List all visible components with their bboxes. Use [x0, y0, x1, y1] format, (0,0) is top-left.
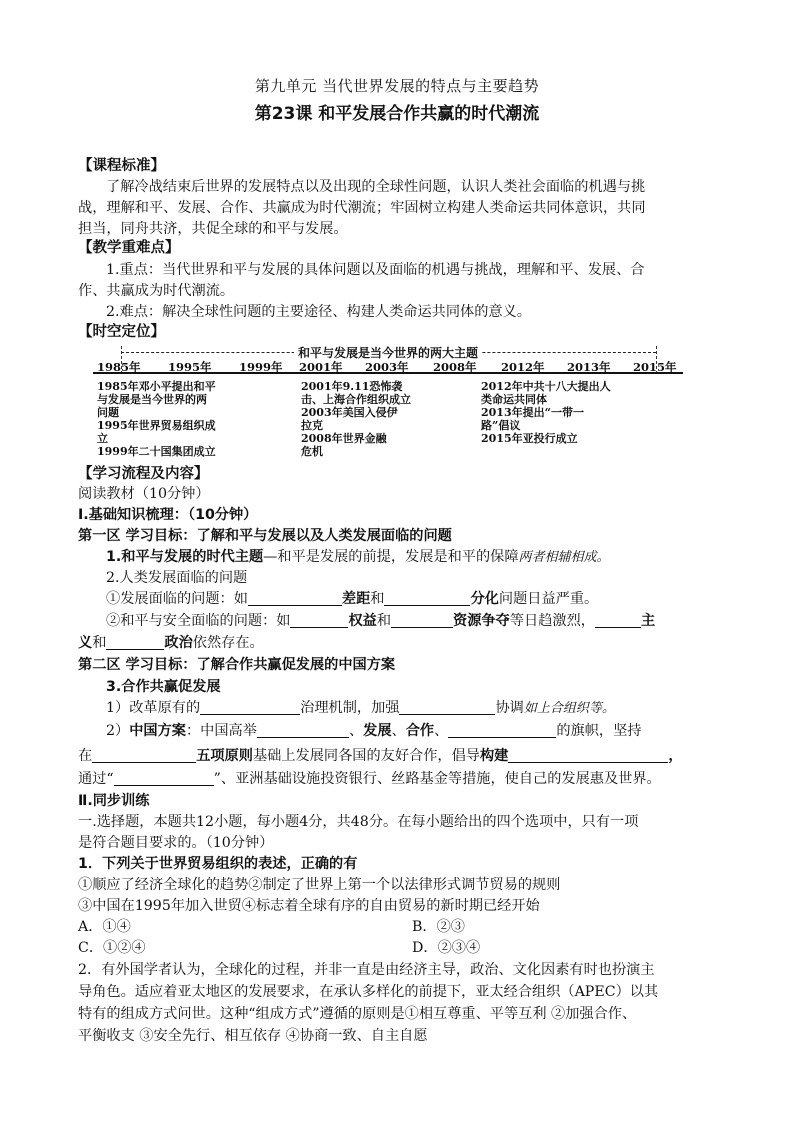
question-1-stem: 1．下列关于世界贸易组织的表述，正确的有	[78, 856, 358, 872]
section-practice: Ⅱ.同步训练	[78, 793, 150, 809]
question-1-option-a[interactable]: A．①④	[78, 919, 131, 935]
fill-blank[interactable]	[391, 611, 453, 628]
choice-intro: 是符合题目要求的。（10分钟）	[78, 835, 274, 851]
timeline-year: 1999年	[239, 360, 283, 374]
fill-blank[interactable]	[290, 611, 348, 628]
question-1-option-c[interactable]: C．①②④	[78, 940, 146, 956]
fill-blank[interactable]	[200, 698, 300, 715]
question-1-option-d[interactable]: D．②③④	[412, 940, 481, 956]
question-1-statement: ①顺应了经济全球化的趋势②制定了世界上第一个以法律形式调节贸易的规则	[78, 877, 561, 893]
item-2b-cont: 义和 政治依然存在。	[78, 635, 264, 651]
question-2-stem: 特有的组成方式问世。这种“组成方式”遵循的原则是①相互尊重、平等互利 ②加强合作、	[78, 1006, 637, 1022]
timeline-events-2001-2008: 2001年9.11恐怖袭 击、上海合作组织成立 2003年美国入侵伊 拉克 2008年世界金融 危机	[301, 380, 411, 458]
item-1: 1.和平与发展的时代主题—和平是发展的前提，发展是和平的保障两者相辅相成。	[106, 549, 610, 565]
keypoints-line: 2.难点：解决全球性问题的主要途径、构建人类命运共同体的意义。	[106, 304, 531, 320]
timeline-heading: 【时空定位】	[78, 324, 165, 340]
timeline-year: 2013年	[567, 360, 611, 374]
question-2-stem: 导角色。适应着亚太地区的发展要求，在承认多样化的前提下，亚太经合组织（APEC）以其	[78, 984, 659, 1000]
fill-blank[interactable]	[106, 633, 164, 650]
item-3c: 在 五项原则基础上发展同各国的友好合作，倡导构建 ，	[78, 748, 683, 764]
timeline-year: 1995年	[168, 360, 212, 374]
item-3: 3.合作共赢促发展	[106, 679, 221, 695]
curriculum-line: 了解冷战结束后世界的发展特点以及出现的全球性问题，认识人类社会面临的机遇与挑	[106, 179, 646, 195]
question-1-statement: ③中国在1995年加入世贸④标志着全球有序的自由贸易的新时期已经开始	[78, 898, 540, 914]
fill-blank[interactable]	[595, 611, 641, 628]
keypoints-line: 作、共赢成为时代潮流。	[78, 283, 235, 299]
keypoints-heading: 【教学重难点】	[78, 240, 180, 256]
reading-time: 阅读教材（10分钟）	[78, 486, 210, 502]
timeline-year: 2003年	[365, 360, 409, 374]
item-2: 2.人类发展面临的问题	[106, 570, 248, 586]
item-3a: 1）改革原有的 治理机制，加强 协调如上合组织等。	[106, 700, 615, 716]
zone-1-title: 第一区 学习目标：了解和平与发展以及人类发展面临的问题	[78, 528, 452, 544]
timeline-year: 2008年	[433, 360, 477, 374]
timeline-figure	[93, 340, 683, 458]
fill-blank[interactable]	[248, 589, 342, 606]
timeline-year: 2012年	[501, 360, 545, 374]
lesson-title: 第23课 和平发展合作共赢的时代潮流	[254, 104, 540, 124]
timeline-events-1985-1999: 1985年邓小平提出和平 与发展是当今世界的两 问题 1995年世界贸易组织成 立 1999年二十国集团成立	[97, 380, 216, 458]
item-2b: ②和平与安全面临的问题：如 权益和 资源争夺等日趋激烈， 主	[106, 613, 656, 629]
curriculum-line: 担当，同舟共济，共促全球的和平与发展。	[78, 221, 348, 237]
fill-blank[interactable]	[114, 769, 214, 786]
section-basic: Ⅰ.基础知识梳理：（10分钟）	[78, 507, 258, 523]
timeline-year: 2001年	[299, 360, 343, 374]
fill-blank[interactable]	[448, 721, 556, 738]
curriculum-heading: 【课程标准】	[78, 158, 165, 174]
unit-title: 第九单元 当代世界发展的特点与主要趋势	[254, 77, 540, 95]
fill-blank[interactable]	[92, 746, 196, 763]
keypoints-line: 1.重点：当代世界和平与发展的具体问题以及面临的机遇与挑战，理解和平、发展、合	[106, 262, 645, 278]
fill-blank[interactable]	[257, 721, 349, 738]
fill-blank[interactable]	[399, 698, 495, 715]
item-3b: 2）中国方案：中国高举 、发展、合作、 的旗帜，坚持	[106, 723, 642, 739]
process-heading: 【学习流程及内容】	[78, 466, 209, 482]
curriculum-line: 战，理解和平、发展、合作、共赢成为时代潮流；牢固树立构建人类命运共同体意识，共同	[78, 200, 646, 216]
question-2-stem: 2．有外国学者认为，全球化的过程，并非一直是由经济主导，政治、文化因素有时也扮演主	[78, 962, 655, 978]
question-1-option-b[interactable]: B．②③	[412, 919, 465, 935]
fill-blank[interactable]	[508, 746, 668, 763]
fill-blank[interactable]	[384, 589, 470, 606]
timeline-banner: 和平与发展是当今世界的两大主题	[294, 346, 482, 360]
item-2a: ①发展面临的问题：如 差距和 分化问题日益严重。	[106, 591, 599, 607]
timeline-year: 2015年	[633, 360, 677, 374]
timeline-events-2012-2015: 2012年中共十八大提出人 类命运共同体 2013年提出“一带一 路”倡议 2015年亚投行成立	[481, 380, 611, 445]
item-3d: 通过“ ”、亚洲基础设施投资银行、丝路基金等措施，使自己的发展惠及世界。	[78, 771, 661, 787]
zone-2-title: 第二区 学习目标：了解合作共赢促发展的中国方案	[78, 657, 396, 673]
question-2-stem: 平衡收支 ③安全先行、相互依存 ④协商一致、自主自愿	[78, 1028, 428, 1044]
choice-intro: 一.选择题，本题共12小题，每小题4分，共48分。在每小题给出的四个选项中，只有一项	[78, 814, 639, 830]
timeline-year: 1985年	[97, 360, 141, 374]
